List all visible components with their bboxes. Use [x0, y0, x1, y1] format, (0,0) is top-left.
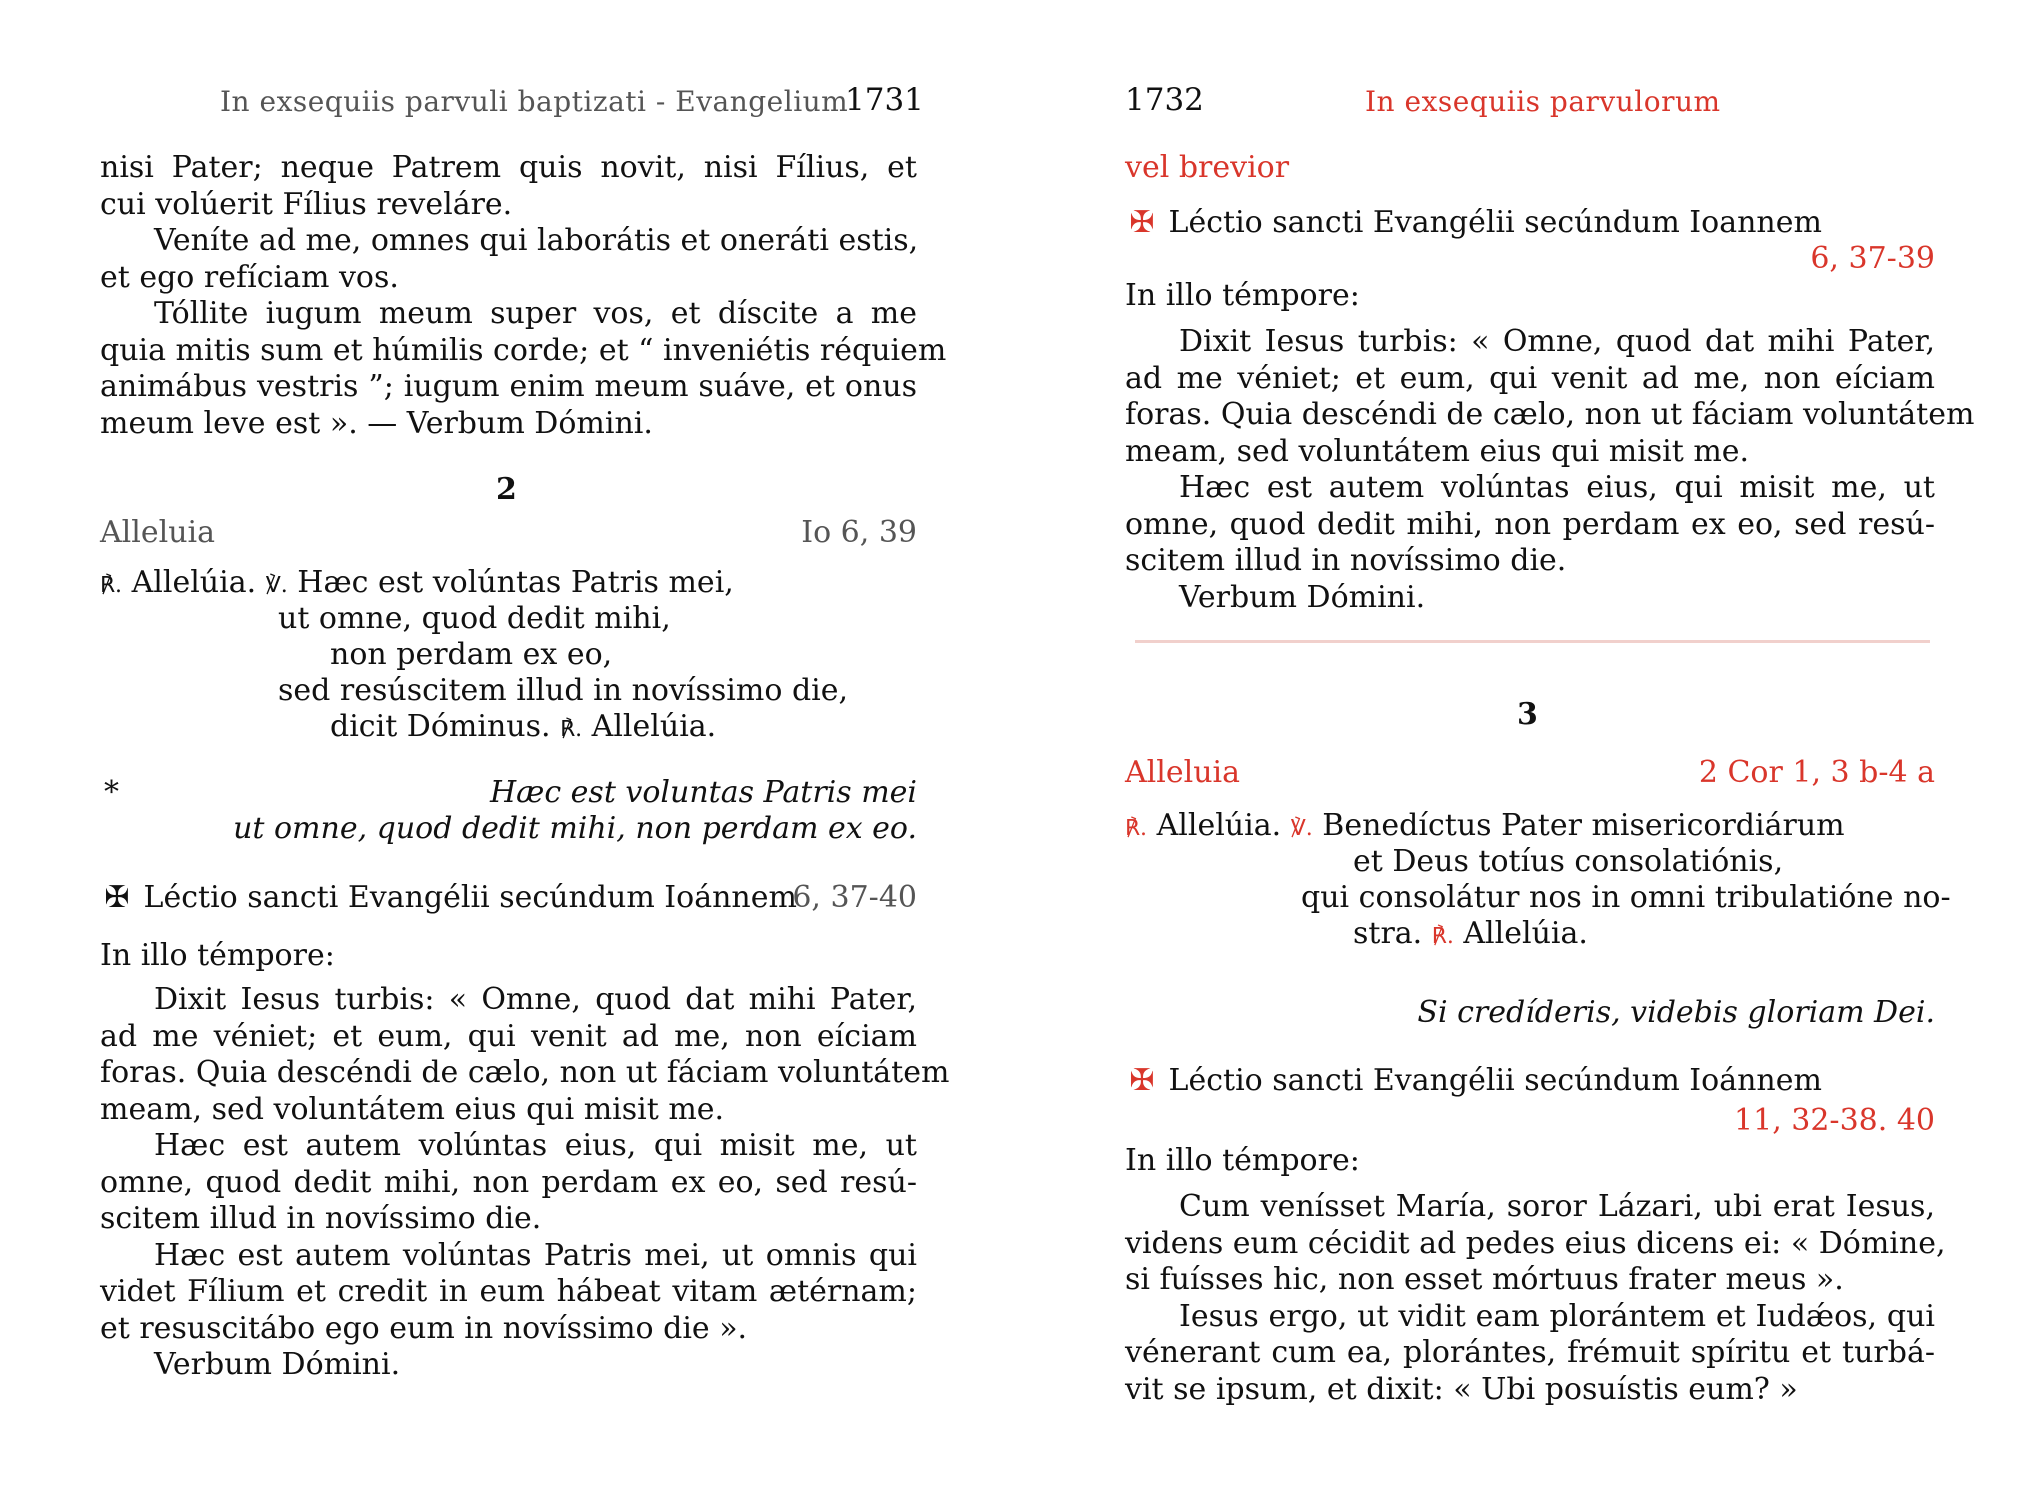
verse-line: ut omne, quod dedit mihi, [278, 601, 671, 636]
text-line: cui volúerit Fílius reveláre. [100, 186, 513, 222]
alleluia-verse-first-line [100, 565, 734, 605]
alleluia-verse-first-line [1125, 808, 1845, 848]
gospel-text [1125, 324, 1975, 616]
motto-line: ut omne, quod dedit mihi, non perdam ex eo. [233, 811, 917, 846]
alleluia-reference: 2 Cor 1, 3 b-4 a [1698, 755, 1935, 790]
gospel-text [1125, 1189, 1946, 1408]
cross-icon: ✠ [1129, 1063, 1155, 1098]
lectio-title: Léctio sancti Evangélii secúndum Ioánnem [1168, 1063, 1822, 1098]
response-symbol: ℟. [1125, 816, 1148, 841]
text-line: Hæc est autem volúntas eius, qui misit me, ut [154, 1128, 917, 1163]
versicle-symbol: ℣. [1290, 816, 1313, 841]
verse-line-block [1301, 880, 1951, 917]
text-line: ad me véniet; et eum, qui venit ad me, non eíciam [100, 1018, 917, 1054]
text-line: Tóllite iugum meum super vos, et díscite a me [154, 296, 917, 331]
verse-line: qui consolátur nos in omni tribulatióne no- [1301, 880, 1951, 915]
text-line: animábus vestris ”; iugum enim meum suáve, et onus [100, 369, 917, 404]
right-page [1125, 0, 1975, 1500]
verse-line: Hæc est volúntas Patris mei, [297, 565, 734, 600]
text-line: Verbum Dómini. [154, 1347, 401, 1382]
gospel-text [100, 982, 950, 1384]
verse-line: dicit Dóminus. [330, 709, 551, 744]
verse-line: non perdam ex eo, [330, 637, 613, 672]
text-line: meum leve est ». — Verbum Dómini. [100, 405, 653, 441]
text-line: Hæc est autem volúntas Patris mei, ut omnis qui [154, 1237, 917, 1273]
divider [1135, 640, 1930, 643]
lectio-reference: 6, 37-39 [1810, 241, 1935, 276]
cross-icon: ✠ [104, 880, 130, 915]
response-symbol: ℟. [1431, 924, 1454, 949]
intro-line: In illo témpore: [100, 938, 335, 973]
text-line: vit se ipsum, et dixit: « Ubi posuístis eum? » [1125, 1371, 1798, 1407]
text-line: Veníte ad me, omnes qui laborátis et oneráti estis, [154, 223, 919, 258]
verse-last-line [330, 709, 716, 749]
text-line: vénerant cum ea, plorántes, frémuit spíritu et turbá- [1125, 1335, 1935, 1370]
text-line: et resuscitábo ego eum in novíssimo die ». [100, 1310, 748, 1346]
alleluia-word: Allelúia. [1463, 916, 1588, 951]
verse-line: Benedíctus Pater misericordiárum [1322, 808, 1845, 843]
continuation-paragraph [100, 150, 947, 442]
text-line: foras. Quia descéndi de cælo, non ut fáciam voluntátem [1125, 397, 1975, 432]
running-head: In exsequiis parvuli baptizati - Evangelium [220, 85, 849, 118]
text-line: scitem illud in novíssimo die. [1125, 543, 1567, 578]
page-number: 1731 [845, 82, 924, 118]
text-line: Verbum Dómini. [1179, 579, 1426, 615]
lectio-heading [100, 880, 797, 917]
alleluia-label: Alleluia [1125, 755, 1241, 790]
vel-brevior: vel brevior [1125, 150, 1290, 185]
lectio-heading [1125, 1063, 1822, 1100]
text-line: ad me véniet; et eum, qui venit ad me, non eíciam [1125, 360, 1935, 396]
alleluia-word: Allelúia. [1156, 808, 1282, 843]
asterisk: * [104, 775, 119, 810]
alleluia-word: Allelúia. [591, 709, 717, 744]
running-head: In exsequiis parvulorum [1365, 85, 1721, 118]
lectio-title: Léctio sancti Evangélii secúndum Ioannem [1168, 205, 1822, 240]
lectio-reference: 11, 32-38. 40 [1734, 1103, 1935, 1138]
text-line: Dixit Iesus turbis: « Omne, quod dat mihi Pater, [1179, 324, 1935, 359]
intro-line: In illo témpore: [1125, 278, 1360, 313]
verse-line: sed resúscitem illud in novíssimo die, [278, 673, 849, 708]
text-line: Hæc est autem volúntas eius, qui misit me, ut [1179, 470, 1935, 505]
text-line: Cum venísset María, soror Lázari, ubi erat Iesus, [1179, 1189, 1935, 1224]
left-page [100, 0, 950, 1500]
alleluia-reference: Io 6, 39 [801, 515, 917, 550]
text-line: nisi Pater; neque Patrem quis novit, nisi Fílius, et [100, 150, 917, 185]
response-symbol: ℟. [100, 573, 123, 598]
verse-last-line [1353, 916, 1588, 956]
text-line: et ego refíciam vos. [100, 259, 399, 295]
text-line: si fuísses hic, non esset mórtuus frater meus ». [1125, 1262, 1844, 1297]
cross-icon: ✠ [1129, 205, 1155, 240]
text-line: videt Fílium et credit in eum hábeat vitam ætérnam; [100, 1274, 917, 1309]
text-line: omne, quod dedit mihi, non perdam ex eo, sed resú- [1125, 506, 1935, 542]
versicle-symbol: ℣. [265, 573, 288, 598]
section-number: 3 [1517, 697, 1538, 732]
page-number: 1732 [1125, 82, 1204, 118]
verse-line: et Deus totíus consolatiónis, [1353, 844, 1784, 879]
text-line: quia mitis sum et húmilis corde; et “ inveniétis réquiem [100, 332, 947, 368]
text-line: Dixit Iesus turbis: « Omne, quod dat mihi Pater, [154, 982, 917, 1017]
text-line: omne, quod dedit mihi, non perdam ex eo, sed resú- [100, 1164, 917, 1200]
text-line: meam, sed voluntátem eius qui misit me. [100, 1091, 725, 1127]
verse-line: stra. [1353, 916, 1423, 951]
text-line: meam, sed voluntátem eius qui misit me. [1125, 433, 1750, 469]
motto-line: Hæc est voluntas Patris mei [489, 775, 917, 810]
text-line: foras. Quia descéndi de cælo, non ut fáciam voluntátem [100, 1055, 950, 1090]
alleluia-word: Allelúia. [131, 565, 257, 600]
text-line: videns eum cécidit ad pedes eius dicens ei: « Dómine, [1125, 1225, 1946, 1261]
lectio-heading [1125, 205, 1822, 242]
text-line: Iesus ergo, ut vidit eam plorántem et Iudǽos, qui [1179, 1298, 1935, 1334]
alleluia-label: Alleluia [100, 515, 216, 550]
lectio-title: Léctio sancti Evangélii secúndum Ioánnem [143, 880, 797, 915]
intro-line: In illo témpore: [1125, 1143, 1360, 1178]
lectio-reference: 6, 37-40 [792, 880, 917, 915]
motto-line: Si credíderis, videbis gloriam Dei. [1417, 995, 1935, 1030]
section-number: 2 [496, 472, 517, 507]
text-line: scitem illud in novíssimo die. [100, 1201, 542, 1236]
response-symbol: ℟. [560, 717, 583, 742]
